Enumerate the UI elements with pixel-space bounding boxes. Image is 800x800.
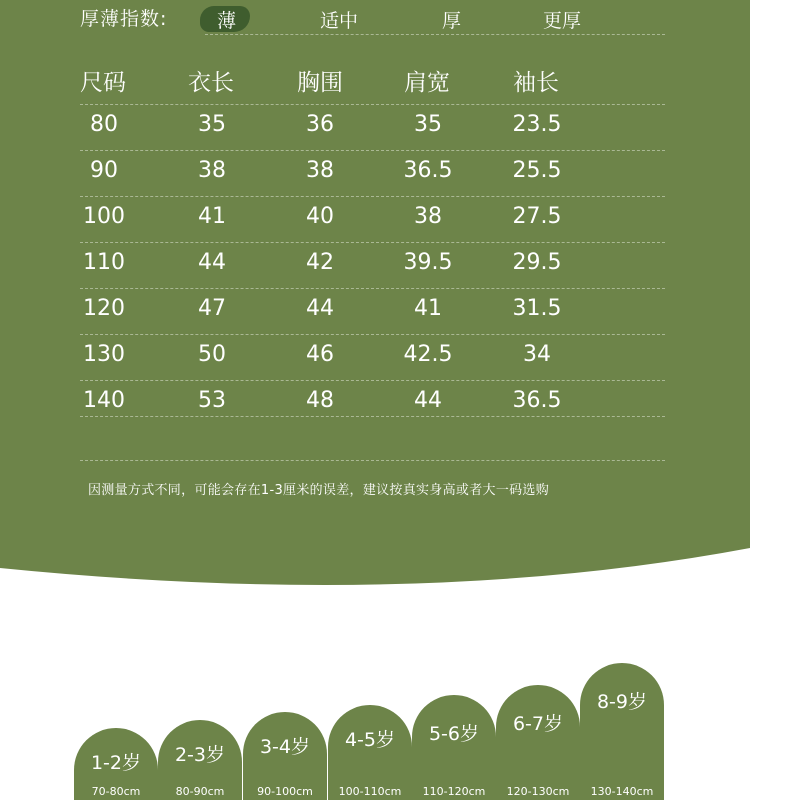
table-cell: 36 (306, 112, 334, 137)
table-cell: 120 (83, 296, 125, 321)
header-sleeve: 袖长 (513, 70, 559, 96)
table-cell: 38 (414, 204, 442, 229)
age-tab-height-range: 100-110cm (338, 785, 402, 798)
age-tab-age: 2-3岁 (174, 744, 226, 766)
table-cell: 36.5 (512, 388, 562, 413)
table-cell: 110 (83, 250, 125, 275)
header-size: 尺码 (80, 70, 126, 96)
age-tab-age: 1-2岁 (90, 752, 142, 774)
thickness-divider (205, 34, 665, 35)
table-cell: 80 (90, 112, 118, 137)
table-cell: 29.5 (512, 250, 562, 275)
table-divider (80, 196, 665, 197)
table-cell: 42.5 (403, 342, 453, 367)
table-cell: 44 (198, 250, 226, 275)
age-tab-height-range: 110-120cm (422, 785, 486, 798)
table-cell: 31.5 (512, 296, 562, 321)
age-tab (158, 720, 242, 800)
table-cell: 36.5 (403, 158, 453, 183)
thickness-option-thin: 薄 (217, 10, 237, 32)
table-cell: 38 (306, 158, 334, 183)
table-divider (80, 104, 665, 105)
age-tab (496, 685, 580, 800)
table-cell: 130 (83, 342, 125, 367)
age-tab (243, 712, 327, 800)
age-tab-age: 8-9岁 (596, 691, 648, 713)
table-divider (80, 334, 665, 335)
table-cell: 140 (83, 388, 125, 413)
age-tab-age: 6-7岁 (512, 713, 564, 735)
table-cell: 41 (414, 296, 442, 321)
thickness-option-thicker: 更厚 (543, 10, 582, 32)
table-cell: 42 (306, 250, 334, 275)
table-cell: 34 (523, 342, 551, 367)
table-cell: 46 (306, 342, 334, 367)
header-chest: 胸围 (297, 70, 343, 96)
table-cell: 25.5 (512, 158, 562, 183)
age-tab-height-range: 120-130cm (506, 785, 570, 798)
table-cell: 90 (90, 158, 118, 183)
table-cell: 41 (198, 204, 226, 229)
table-divider (80, 288, 665, 289)
table-cell: 100 (83, 204, 125, 229)
table-cell: 35 (198, 112, 226, 137)
table-cell: 39.5 (403, 250, 453, 275)
header-length: 衣长 (188, 70, 234, 96)
age-tab (580, 663, 664, 800)
table-cell: 23.5 (512, 112, 562, 137)
age-tab-age: 5-6岁 (428, 723, 480, 745)
age-tab (412, 695, 496, 800)
header-shoulder: 肩宽 (404, 70, 450, 96)
age-tab-height-range: 70-80cm (91, 785, 141, 798)
table-cell: 44 (306, 296, 334, 321)
age-tab-height-range: 130-140cm (590, 785, 654, 798)
thickness-option-thick: 厚 (442, 10, 462, 32)
table-cell: 35 (414, 112, 442, 137)
age-tab-height-range: 80-90cm (175, 785, 225, 798)
table-divider (80, 150, 665, 151)
age-tab-age: 4-5岁 (344, 729, 396, 751)
table-cell: 40 (306, 204, 334, 229)
thickness-label: 厚薄指数: (80, 8, 168, 30)
table-divider (80, 416, 665, 417)
table-cell: 44 (414, 388, 442, 413)
table-cell: 47 (198, 296, 226, 321)
table-cell: 50 (198, 342, 226, 367)
table-cell: 38 (198, 158, 226, 183)
table-divider (80, 380, 665, 381)
table-cell: 27.5 (512, 204, 562, 229)
age-tab (328, 705, 412, 800)
age-tab-age: 3-4岁 (259, 736, 311, 758)
age-tab-height-range: 90-100cm (257, 785, 313, 798)
thickness-option-medium: 适中 (320, 10, 359, 32)
table-cell: 53 (198, 388, 226, 413)
table-divider (80, 242, 665, 243)
table-divider (80, 460, 665, 461)
measurement-note: 因测量方式不同，可能会存在1-3厘米的误差，建议按真实身高或者大一码选购 (88, 483, 550, 498)
table-cell: 48 (306, 388, 334, 413)
